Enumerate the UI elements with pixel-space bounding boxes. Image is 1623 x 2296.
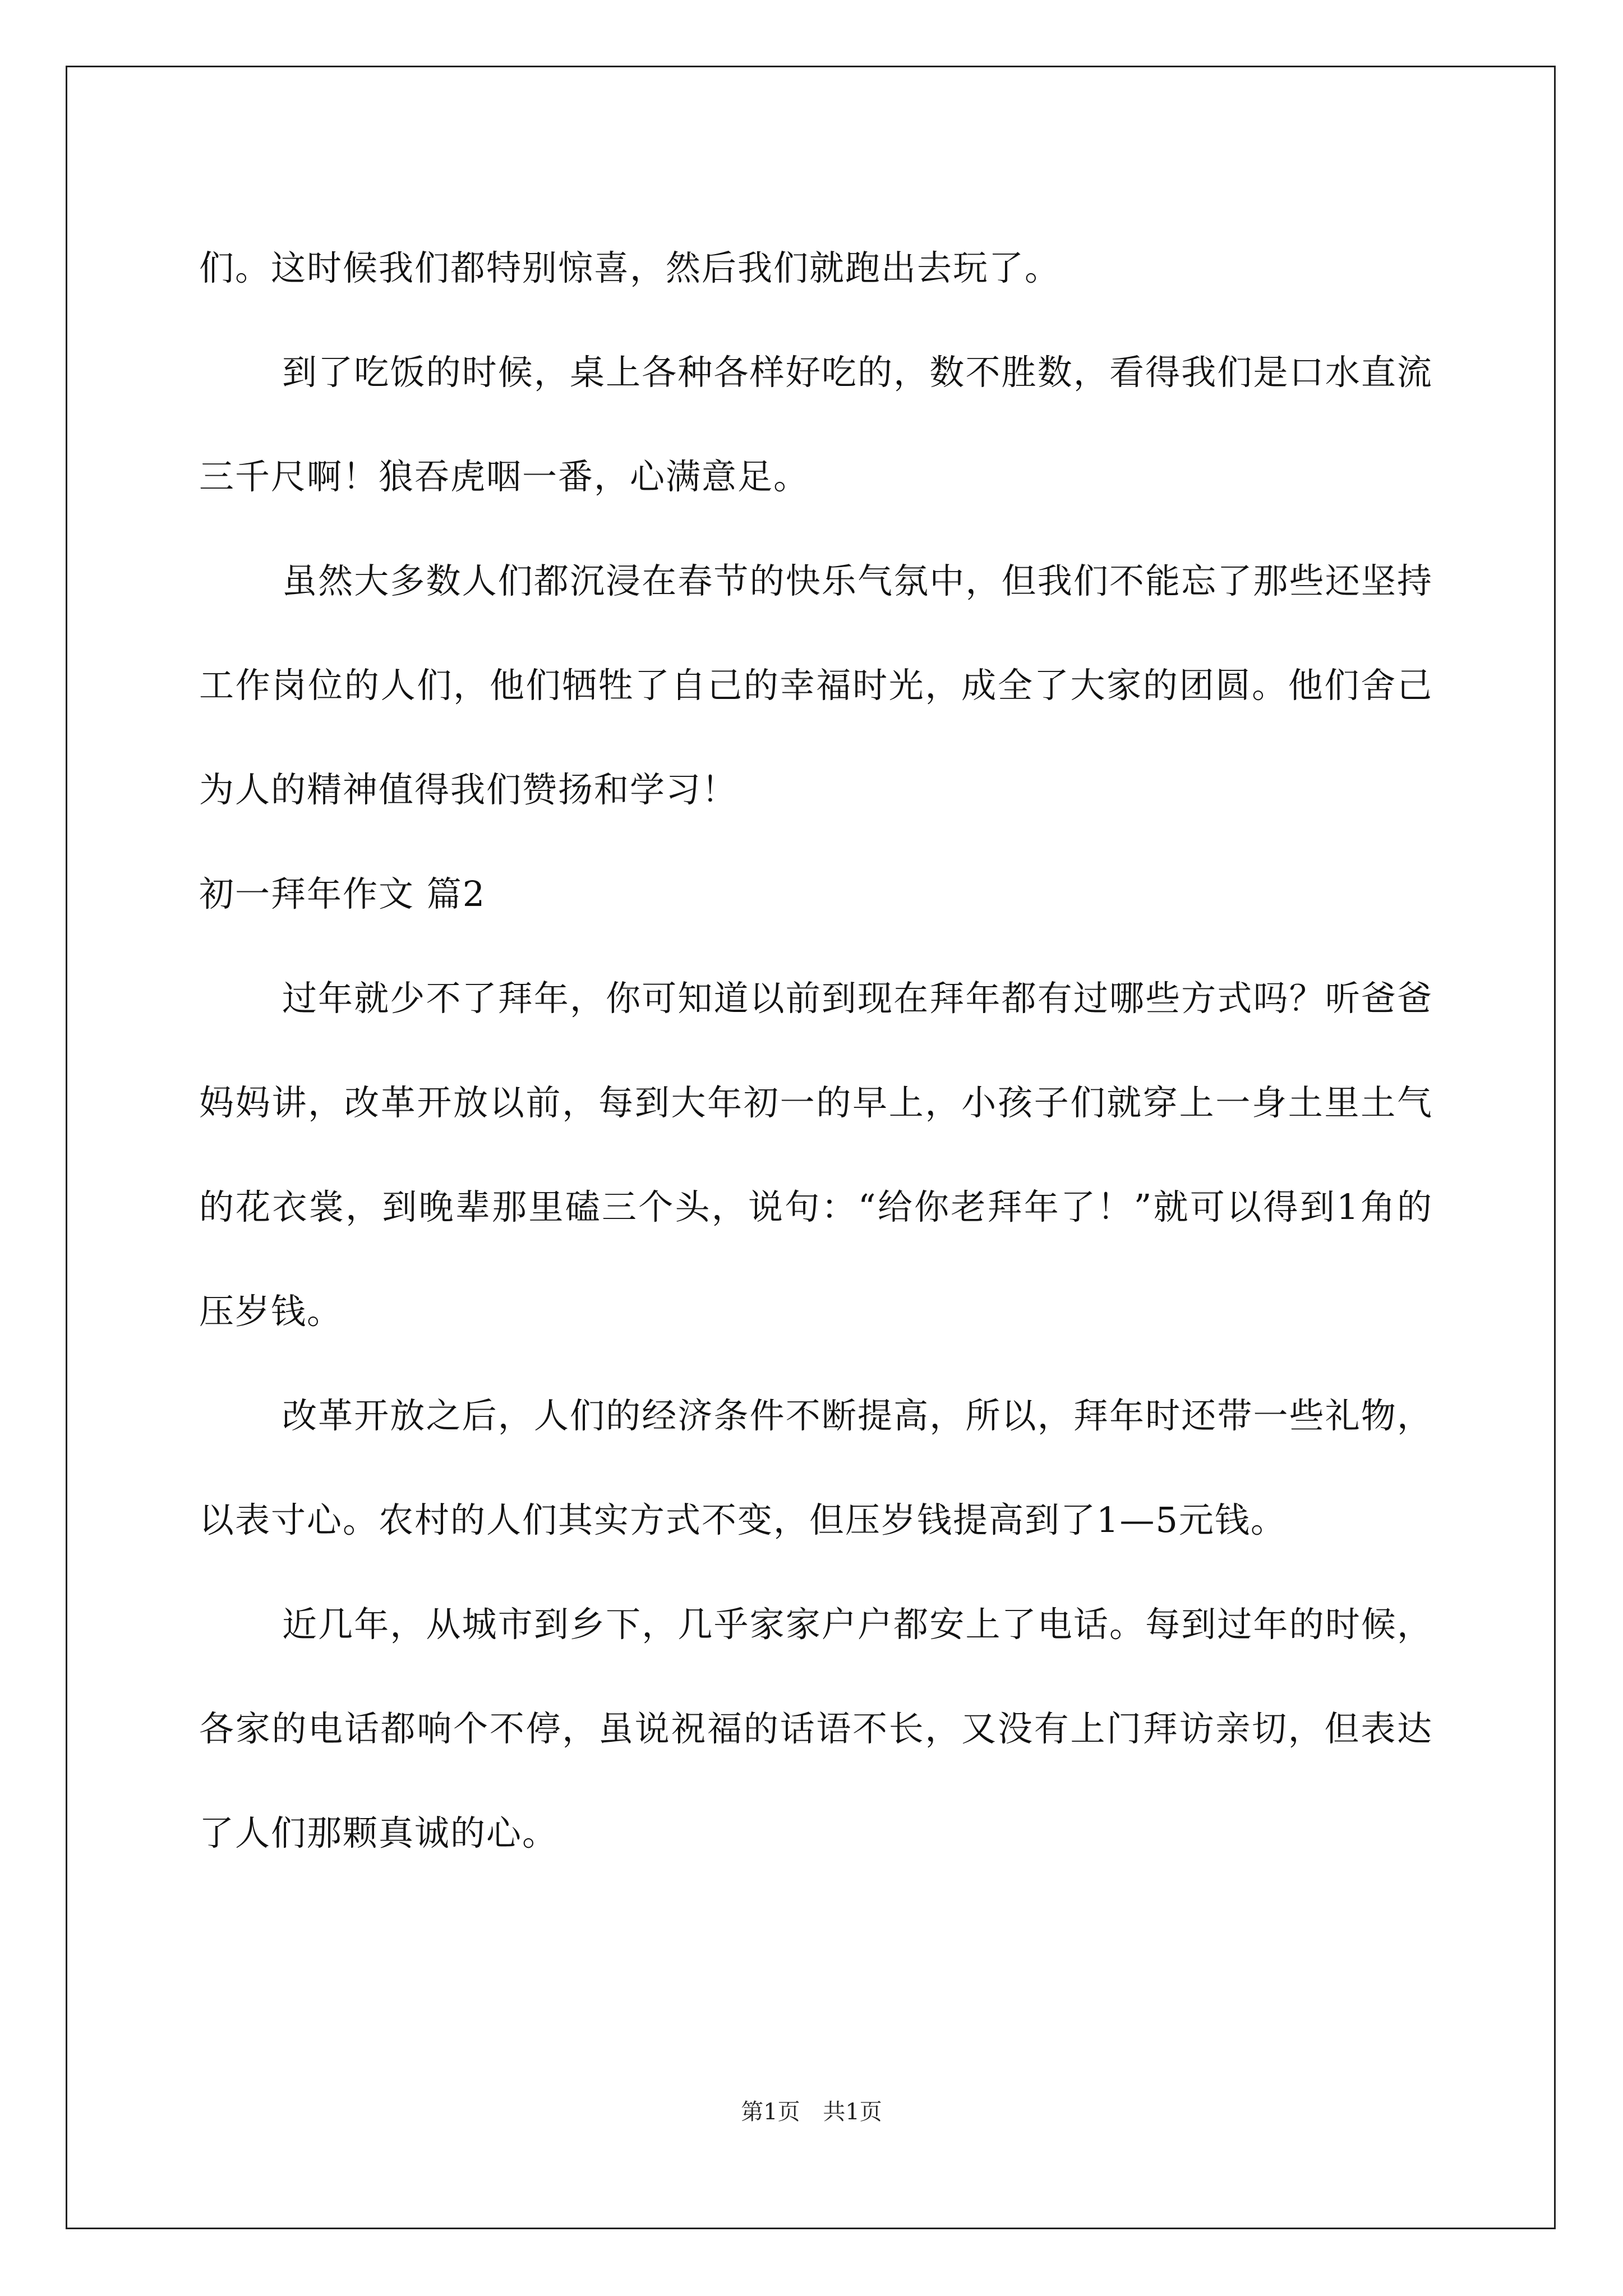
paragraph: 到了吃饭的时候，桌上各种各样好吃的，数不胜数，看得我们是口水直流三千尺啊！狼吞虎咽一番，心满意足。 (199, 352, 1433, 497)
paragraph: 改革开放之后，人们的经济条件不断提高，所以，拜年时还带一些礼物，以表寸心。农村的人们其实方式不变，但压岁钱提高到了1—5元钱。 (199, 1395, 1433, 1540)
paragraph: 们。这时候我们都特别惊喜，然后我们就跑出去玩了。 (199, 247, 1061, 288)
paragraph: 近几年，从城市到乡下，几乎家家户户都安上了电话。每到过年的时候，各家的电话都响个不停，虽说祝福的话语不长，又没有上门拜访亲切，但表达了人们那颗真诚的心。 (199, 1604, 1433, 1853)
document-body (199, 216, 1433, 1885)
page-number: 第1页 (741, 2099, 800, 2125)
page-footer (0, 2095, 1623, 2129)
paragraph: 过年就少不了拜年，你可知道以前到现在拜年都有过哪些方式吗？听爸爸妈妈讲，改革开放以前，每到大年初一的早上，小孩子们就穿上一身土里土气的花衣裳，到晚辈那里磕三个头，说句：“给你老拜年了！”就可以得到1角的压岁钱。 (199, 978, 1433, 1332)
section-heading: 初一拜年作文 篇2 (199, 873, 486, 914)
paragraph: 虽然大多数人们都沉浸在春节的快乐气氛中，但我们不能忘了那些还坚持工作岗位的人们，他们牺牲了自己的幸福时光，成全了大家的团圆。他们舍己为人的精神值得我们赞扬和学习！ (199, 560, 1433, 810)
page-total: 共1页 (823, 2099, 882, 2125)
